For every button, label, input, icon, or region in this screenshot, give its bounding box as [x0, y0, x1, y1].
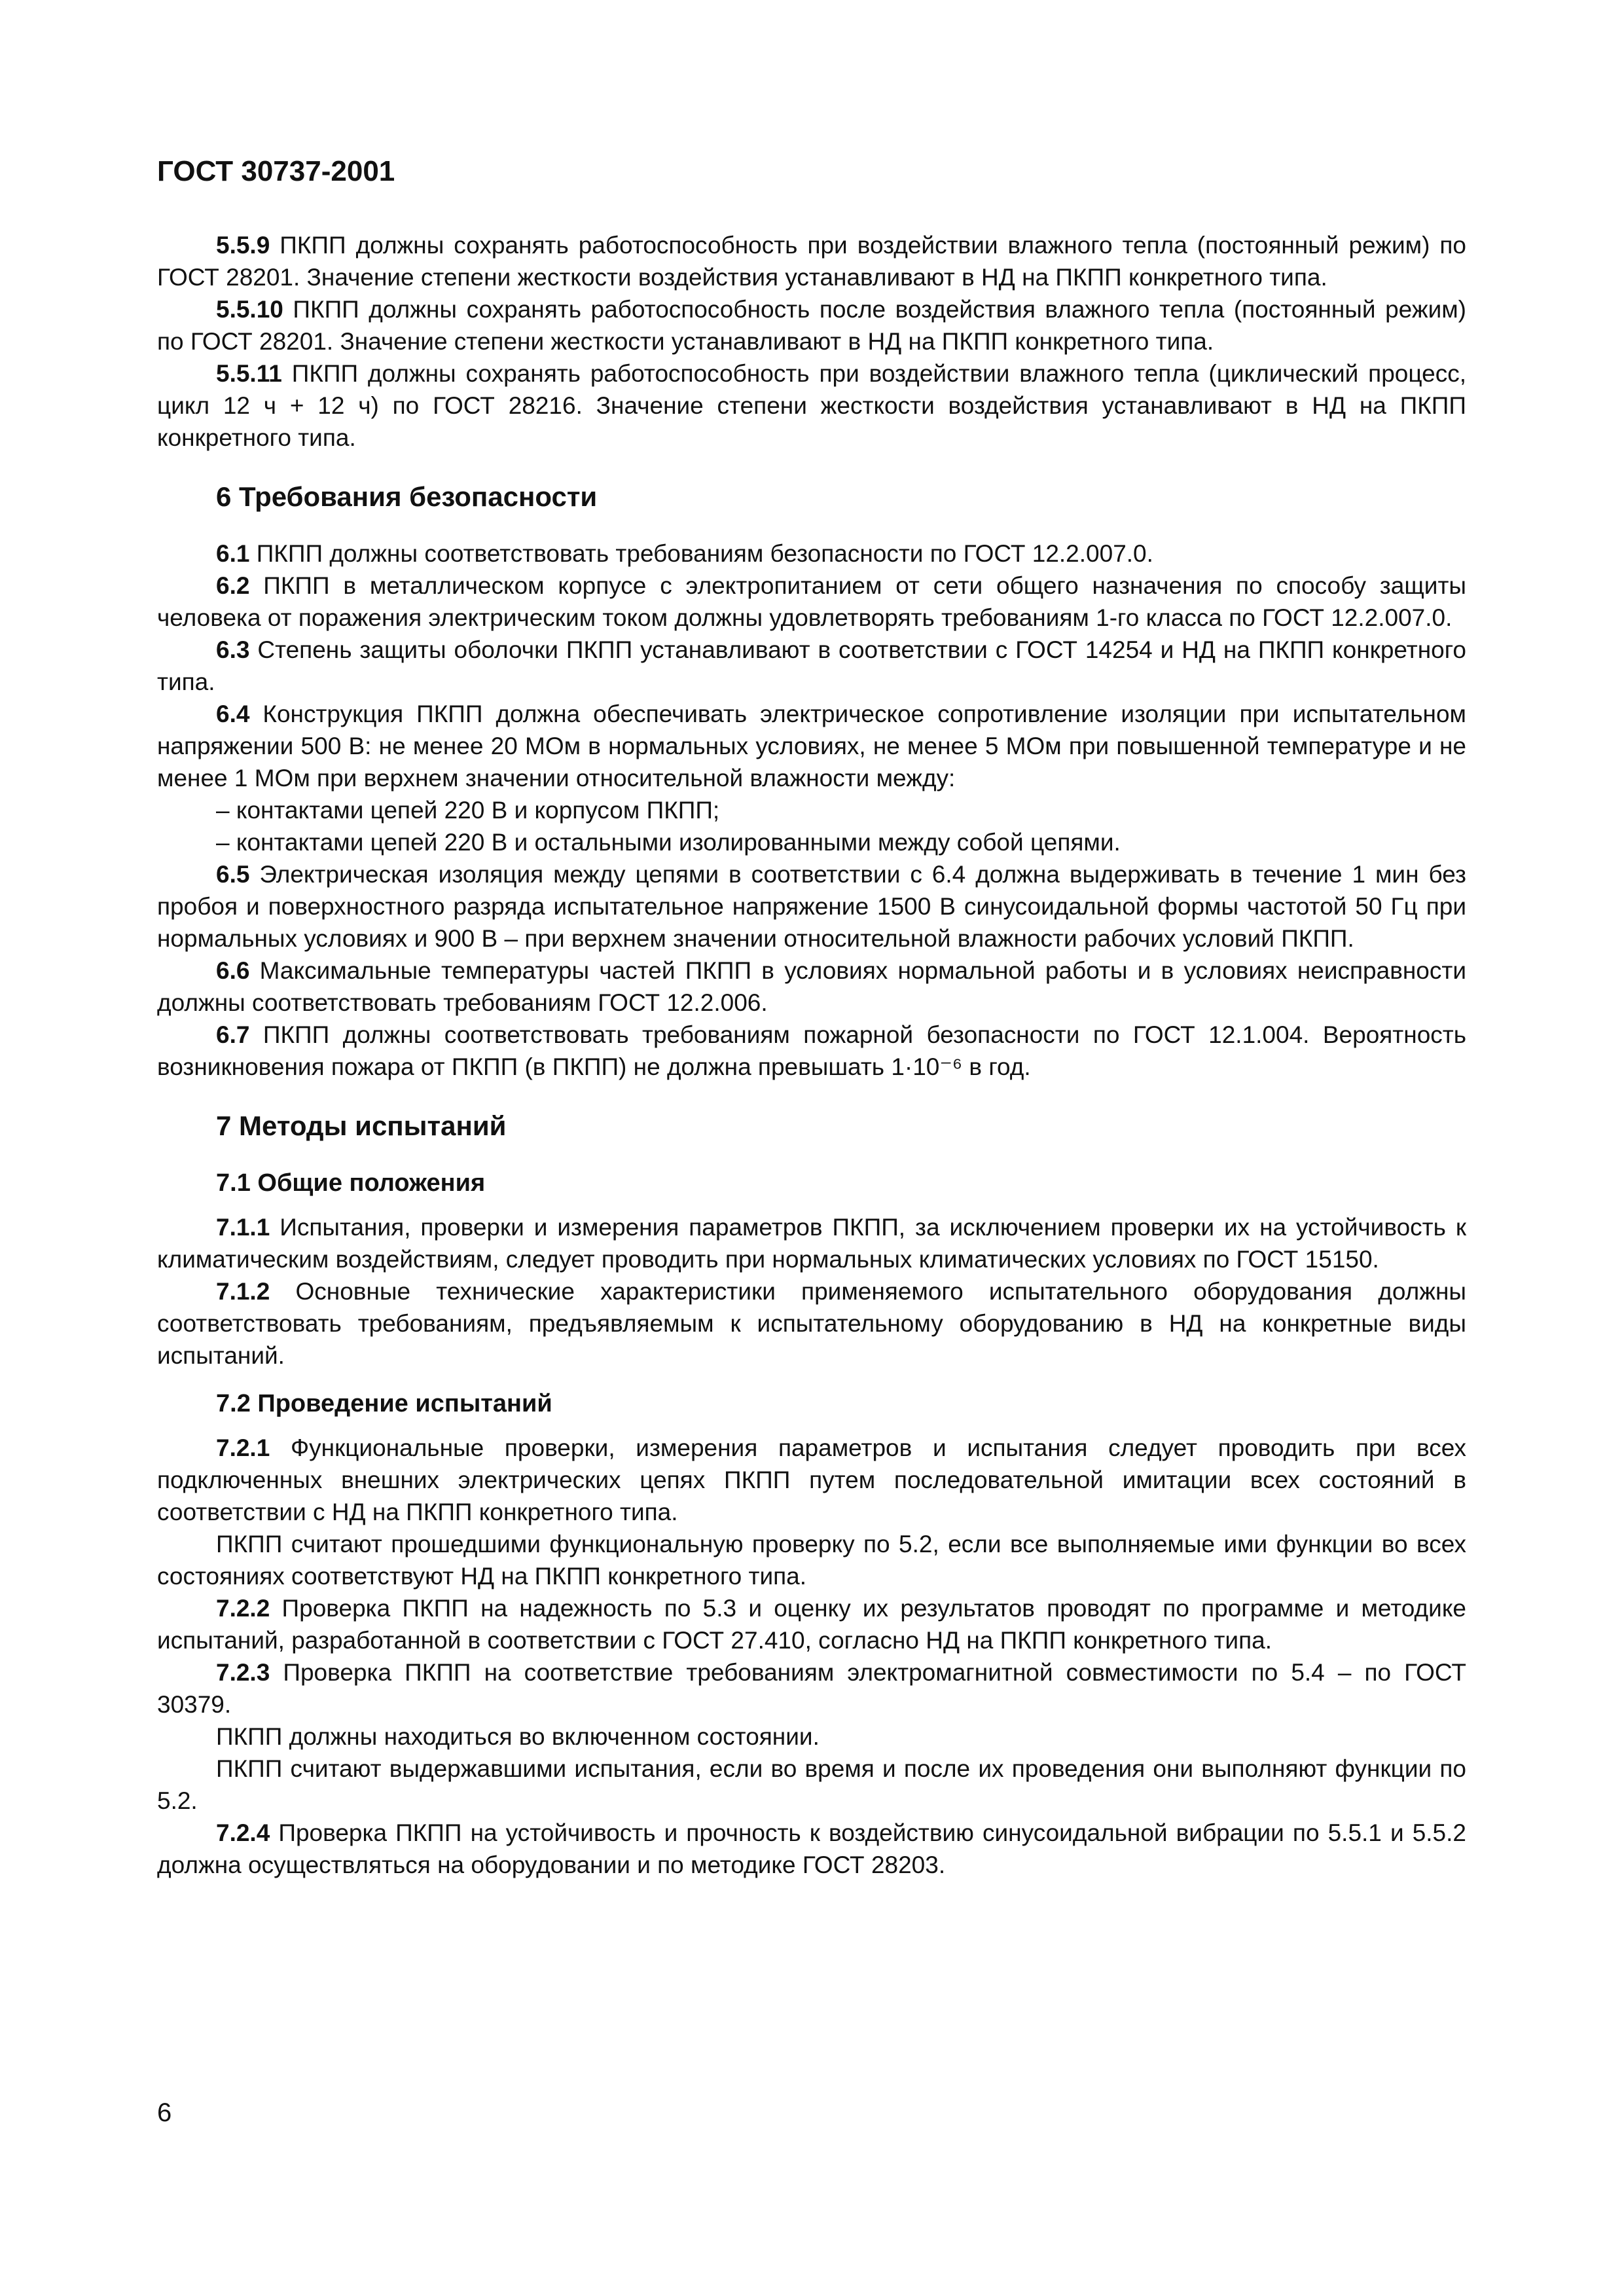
list-item: [157, 794, 1466, 826]
document-code-header: ГОСТ 30737-2001: [157, 155, 395, 187]
clause-paragraph: [157, 570, 1466, 634]
subsection-heading: 7.1 Общие положения: [216, 1169, 486, 1197]
clause-paragraph: [157, 1753, 1466, 1817]
clause-number: 6.3: [216, 636, 250, 663]
clause-paragraph: [157, 1019, 1466, 1083]
clause-text: Степень защиты оболочки ПКПП устанавливают в соответствии с ГОСТ 14254 и НД на ПКПП конкретного типа.: [157, 636, 1466, 695]
clause-number: 6.4: [216, 701, 250, 727]
clause-text: ПКПП в металлическом корпусе с электропитанием от сети общего назначения по способу защиты человека от поражения электрическим током должны удовлетворять требованиям 1-го класса по ГОСТ 12.2.007.0.: [157, 572, 1466, 631]
clause-paragraph: [157, 955, 1466, 1019]
clause-text: Проверка ПКПП на устойчивость и прочность к воздействию синусоидальной вибрации по 5.5.1 и 5.5.2 должна осуществляться на оборудовании и по методике ГОСТ 28203.: [157, 1819, 1466, 1878]
clause-text: Электрическая изоляция между цепями в соответствии с 6.4 должна выдерживать в течение 1 мин без пробоя и поверхностного разряда испытательное напряжение 1500 В синусоидальной формы частотой 50 Гц при нормальных условиях и 900 В – при верхнем значении относительной влажности рабочих условий ПКПП.: [157, 861, 1466, 952]
clause-number: 6.2: [216, 572, 250, 599]
clause-text: ПКПП должны сохранять работоспособность после воздействия влажного тепла (постоянный режим) по ГОСТ 28201. Значение степени жесткости устанавливают в НД на ПКПП конкретного типа.: [157, 296, 1466, 355]
clause-paragraph: [157, 1817, 1466, 1881]
clause-paragraph: [157, 293, 1466, 357]
clause-paragraph: [157, 1432, 1466, 1528]
clause-text: – контактами цепей 220 В и остальными изолированными между собой цепями.: [216, 829, 1121, 856]
clause-paragraph: [157, 1721, 1466, 1753]
clause-number: 7.2.3: [216, 1659, 270, 1686]
clause-paragraph: [157, 538, 1466, 570]
section-heading: 7 Методы испытаний: [216, 1110, 507, 1141]
clause-paragraph: [157, 357, 1466, 454]
clause-text: Максимальные температуры частей ПКПП в условиях нормальной работы и в условиях неисправности должны соответствовать требованиям ГОСТ 12.2.006.: [157, 957, 1466, 1016]
clause-text: Проверка ПКПП на соответствие требованиям электромагнитной совместимости по 5.4 – по ГОСТ 30379.: [157, 1659, 1466, 1718]
clause-number: 5.5.11: [216, 360, 282, 387]
clause-number: 5.5.9: [216, 232, 270, 259]
clause-number: 6.1: [216, 540, 250, 567]
clause-number: 7.2.1: [216, 1434, 270, 1461]
clause-number: 5.5.10: [216, 296, 283, 323]
clause-number: 7.2.2: [216, 1595, 270, 1622]
clause-number: 7.1.1: [216, 1214, 270, 1241]
clause-number: 6.6: [216, 957, 250, 984]
clause-text: ПКПП считают выдержавшими испытания, если во время и после их проведения они выполняют функции по 5.2.: [157, 1755, 1466, 1814]
page-number: 6: [157, 2098, 172, 2127]
clause-text: ПКПП должны соответствовать требованиям пожарной безопасности по ГОСТ 12.1.004. Вероятность возникновения пожара от ПКПП (в ПКПП) не должна превышать 1·10⁻⁶ в год.: [157, 1021, 1466, 1080]
clause-text: ПКПП должны соответствовать требованиям безопасности по ГОСТ 12.2.007.0.: [249, 540, 1153, 567]
clause-text: Проверка ПКПП на надежность по 5.3 и оценку их результатов проводят по программе и методике испытаний, разработанной в соответствии с ГОСТ 27.410, согласно НД на ПКПП конкретного типа.: [157, 1595, 1466, 1654]
clause-paragraph: [157, 1528, 1466, 1592]
document-body: [157, 229, 1466, 1881]
clause-text: – контактами цепей 220 В и корпусом ПКПП;: [216, 797, 720, 824]
clause-paragraph: [157, 1211, 1466, 1275]
clause-number: 7.2.4: [216, 1819, 270, 1846]
clause-paragraph: [157, 1592, 1466, 1656]
clause-text: ПКПП должны сохранять работоспособность при воздействии влажного тепла (циклический процесс, цикл 12 ч + 12 ч) по ГОСТ 28216. Значение степени жесткости воздействия устанавливают в НД на ПКПП конкретного типа.: [157, 360, 1466, 451]
section-heading: 6 Требования безопасности: [216, 481, 598, 512]
clause-number: 6.7: [216, 1021, 250, 1048]
clause-paragraph: [157, 1275, 1466, 1372]
clause-text: ПКПП считают прошедшими функциональную проверку по 5.2, если все выполняемые ими функции во всех состояниях соответствуют НД на ПКПП конкретного типа.: [157, 1531, 1466, 1590]
clause-paragraph: [157, 858, 1466, 955]
clause-number: 7.1.2: [216, 1278, 270, 1305]
clause-text: Основные технические характеристики применяемого испытательного оборудования должны соответствовать требованиям, предъявляемым к испытательному оборудованию в НД на конкретные виды испытаний.: [157, 1278, 1466, 1369]
clause-text: Конструкция ПКПП должна обеспечивать электрическое сопротивление изоляции при испытательном напряжении 500 В: не менее 20 МОм в нормальных условиях, не менее 5 МОм при повышенной температуре и не менее 1 МОм при верхнем значении относительной влажности между:: [157, 701, 1466, 792]
subsection-heading: 7.2 Проведение испытаний: [216, 1390, 552, 1417]
clause-number: 6.5: [216, 861, 250, 888]
clause-paragraph: [157, 698, 1466, 794]
list-item: [157, 826, 1466, 858]
clause-text: Испытания, проверки и измерения параметров ПКПП, за исключением проверки их на устойчивость к климатическим воздействиям, следует проводить при нормальных климатических условиях по ГОСТ 15150.: [157, 1214, 1466, 1273]
clause-text: ПКПП должны сохранять работоспособность при воздействии влажного тепла (постоянный режим) по ГОСТ 28201. Значение степени жесткости воздействия устанавливают в НД на ПКПП конкретного типа.: [157, 232, 1466, 291]
clause-text: ПКПП должны находиться во включенном состоянии.: [216, 1723, 820, 1750]
clause-paragraph: [157, 1656, 1466, 1721]
clause-paragraph: [157, 229, 1466, 293]
clause-paragraph: [157, 634, 1466, 698]
clause-text: Функциональные проверки, измерения параметров и испытания следует проводить при всех подключенных внешних электрических цепях ПКПП путем последовательной имитации всех состояний в соответствии с НД на ПКПП конкретного типа.: [157, 1434, 1466, 1525]
